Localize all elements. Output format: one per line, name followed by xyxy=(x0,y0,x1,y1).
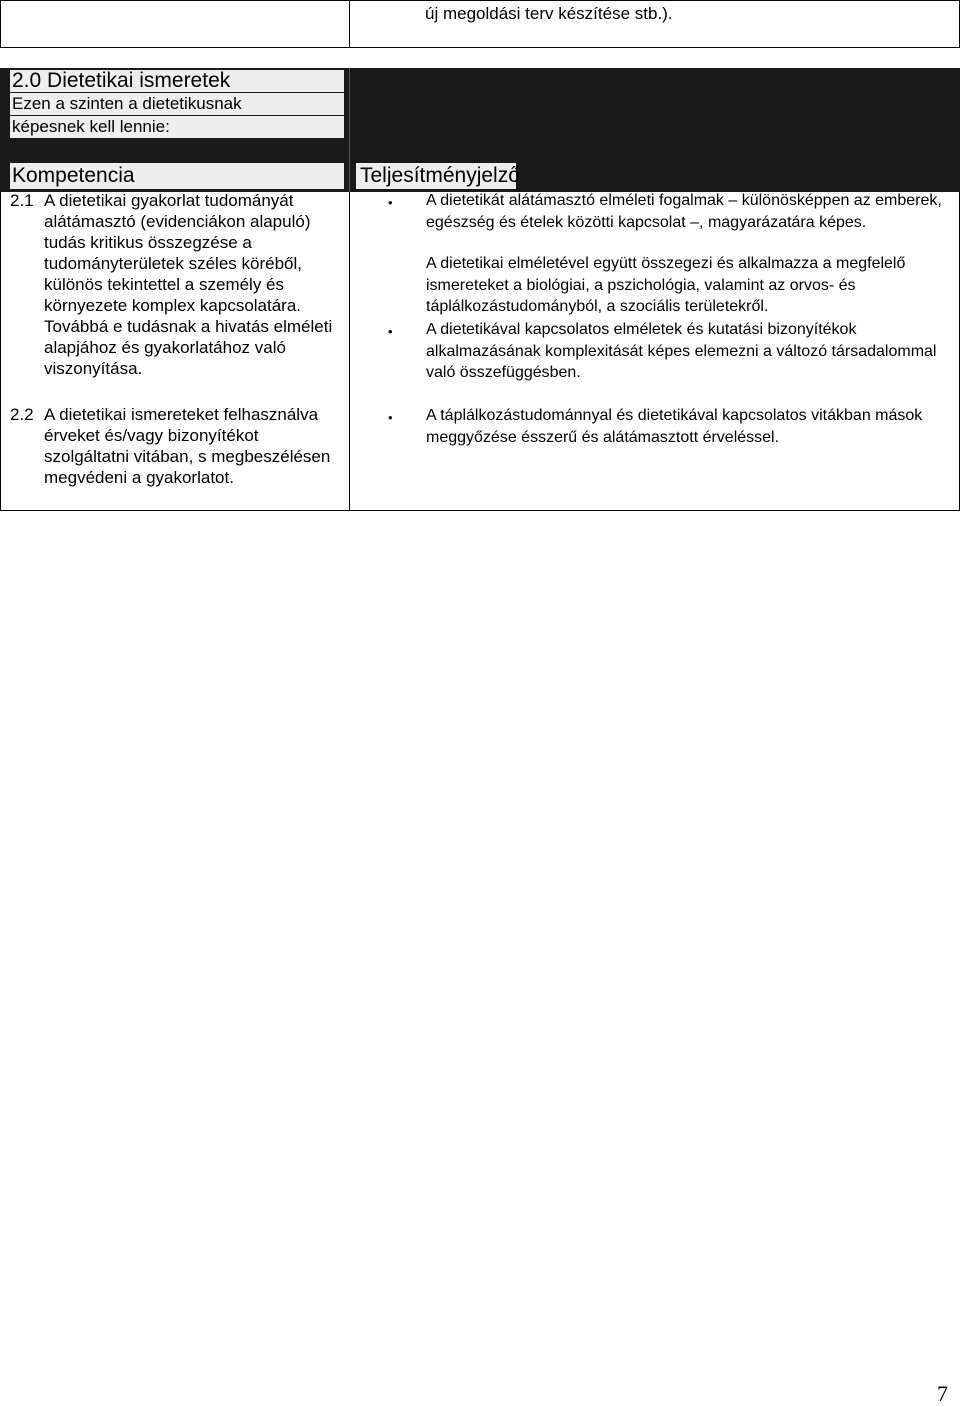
bullet-icon: • xyxy=(388,195,393,210)
indicator-text: A dietetikai elméletével együtt összegezi és alkalmazza a megfelelő ismereteket a biológiai, a pszichológia, valamint az orvos- és táplálkozástudományból, a szociális területekről. xyxy=(426,255,906,315)
bullet-icon: • xyxy=(388,410,393,425)
bullet-icon: • xyxy=(388,324,393,339)
competency-number: 2.1 xyxy=(10,191,34,210)
continued-text: új megoldási terv készítése stb.). xyxy=(425,4,673,23)
column-divider xyxy=(349,192,350,511)
competency-item xyxy=(10,404,344,488)
competency-text: A dietetikai ismereteket felhasználva érveket és/vagy bizonyítékot szolgáltatni vitában, s megbeszélésen megvédeni a gyakorlatot. xyxy=(44,405,331,487)
column-divider xyxy=(349,68,350,192)
section-subtitle: képesnek kell lennie: xyxy=(10,116,344,138)
indicator-text: A dietetikával kapcsolatos elméletek és kutatási bizonyítékok alkalmazásának komplexitását képes elemezni a változó társadalommal való összefüggésben. xyxy=(426,321,937,381)
section-title: 2.0 Dietetikai ismeretek xyxy=(10,70,344,92)
indicator-item xyxy=(370,319,955,384)
indicator-item xyxy=(370,405,955,448)
column-header-competency: Kompetencia xyxy=(10,163,344,189)
competency-item xyxy=(10,190,344,379)
page-number: 7 xyxy=(937,1381,948,1406)
indicator-text: A táplálkozástudománnyal és dietetikával kapcsolatos vitákban mások meggyőzése ésszerű és alátámasztott érveléssel. xyxy=(426,407,923,446)
competency-text: A dietetikai gyakorlat tudományát alátámasztó (evidenciákon alapuló) tudás kritikus összegzése a tudományterületek széles köréből, különös tekintettel a személy és környezete komplex kapcsolatára. Továbbá e tudásnak a hivatás elméleti alapjához és gyakorlatához való viszonyítása. xyxy=(44,191,333,378)
indicator-item xyxy=(370,253,955,318)
indicator-text: A dietetikát alátámasztó elméleti fogalmak – különösképpen az emberek, egészség és ételek közötti kapcsolat –, magyarázatára képes. xyxy=(426,192,942,231)
competency-number: 2.2 xyxy=(10,405,34,424)
table-cell-empty xyxy=(0,0,350,48)
column-header-indicator: Teljesítményjelző xyxy=(356,163,516,189)
indicator-item xyxy=(370,190,955,233)
section-subtitle: Ezen a szinten a dietetikusnak xyxy=(10,93,344,115)
